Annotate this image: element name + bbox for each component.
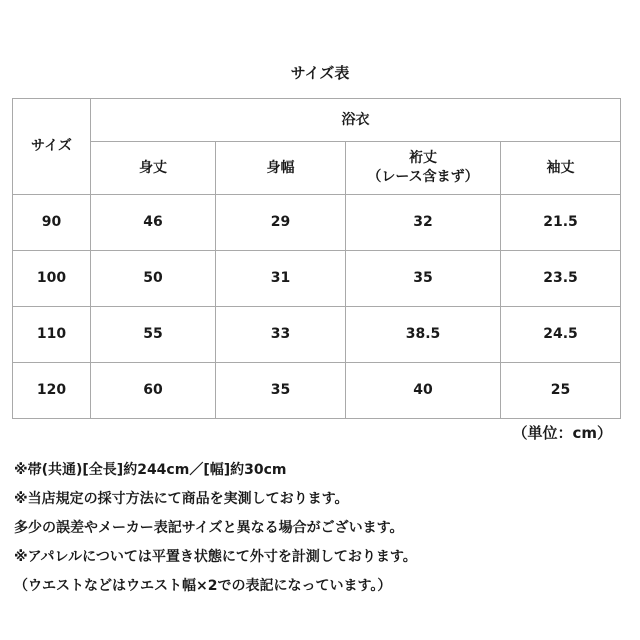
table-cell: 40 <box>346 363 501 419</box>
note-line: （ウエストなどはウエスト幅×2での表記になっています。） <box>14 578 392 594</box>
table-cell: 35 <box>216 363 346 419</box>
table-cell: 60 <box>91 363 216 419</box>
table-row <box>13 251 621 307</box>
note-line: ※当店規定の採寸方法にて商品を実測しております。 <box>14 491 349 507</box>
table-cell: 46 <box>91 195 216 251</box>
table-cell: 25 <box>501 363 621 419</box>
column-header-mihaba: 身幅 <box>216 142 346 195</box>
table-cell: 24.5 <box>501 307 621 363</box>
table-cell: 55 <box>91 307 216 363</box>
table-cell: 90 <box>13 195 91 251</box>
table-cell: 33 <box>216 307 346 363</box>
table-cell: 23.5 <box>501 251 621 307</box>
table-cell: 32 <box>346 195 501 251</box>
column-header-mitake: 身丈 <box>91 142 216 195</box>
table-cell: 50 <box>91 251 216 307</box>
column-header-yukitake-note: （レース含まず） <box>367 169 479 185</box>
table-cell: 31 <box>216 251 346 307</box>
table-cell: 21.5 <box>501 195 621 251</box>
table-cell: 35 <box>346 251 501 307</box>
table-row <box>13 363 621 419</box>
table-row <box>13 195 621 251</box>
unit-label: （単位：cm） <box>512 424 612 442</box>
column-header-yukitake-label: 裄丈 <box>409 150 437 167</box>
table-header-row <box>13 99 621 142</box>
table-subheader-row <box>13 142 621 195</box>
table-cell: 29 <box>216 195 346 251</box>
size-header: サイズ <box>13 99 91 195</box>
column-header-sodetake: 袖丈 <box>501 142 621 195</box>
note-line: ※アパレルについては平置き状態にて外寸を計測しております。 <box>14 549 417 565</box>
column-header-yukitake <box>346 142 501 195</box>
table-cell: 120 <box>13 363 91 419</box>
note-line: 多少の誤差やメーカー表記サイズと異なる場合がございます。 <box>14 520 404 536</box>
table-cell: 100 <box>13 251 91 307</box>
table-row <box>13 307 621 363</box>
page-title: サイズ表 <box>290 64 350 82</box>
notes <box>14 456 634 601</box>
yukata-header: 浴衣 <box>91 99 621 142</box>
table-cell: 38.5 <box>346 307 501 363</box>
note-line: ※帯(共通)[全長]約244cm／[幅]約30cm <box>14 462 287 478</box>
table-cell: 110 <box>13 307 91 363</box>
size-table <box>12 98 621 419</box>
